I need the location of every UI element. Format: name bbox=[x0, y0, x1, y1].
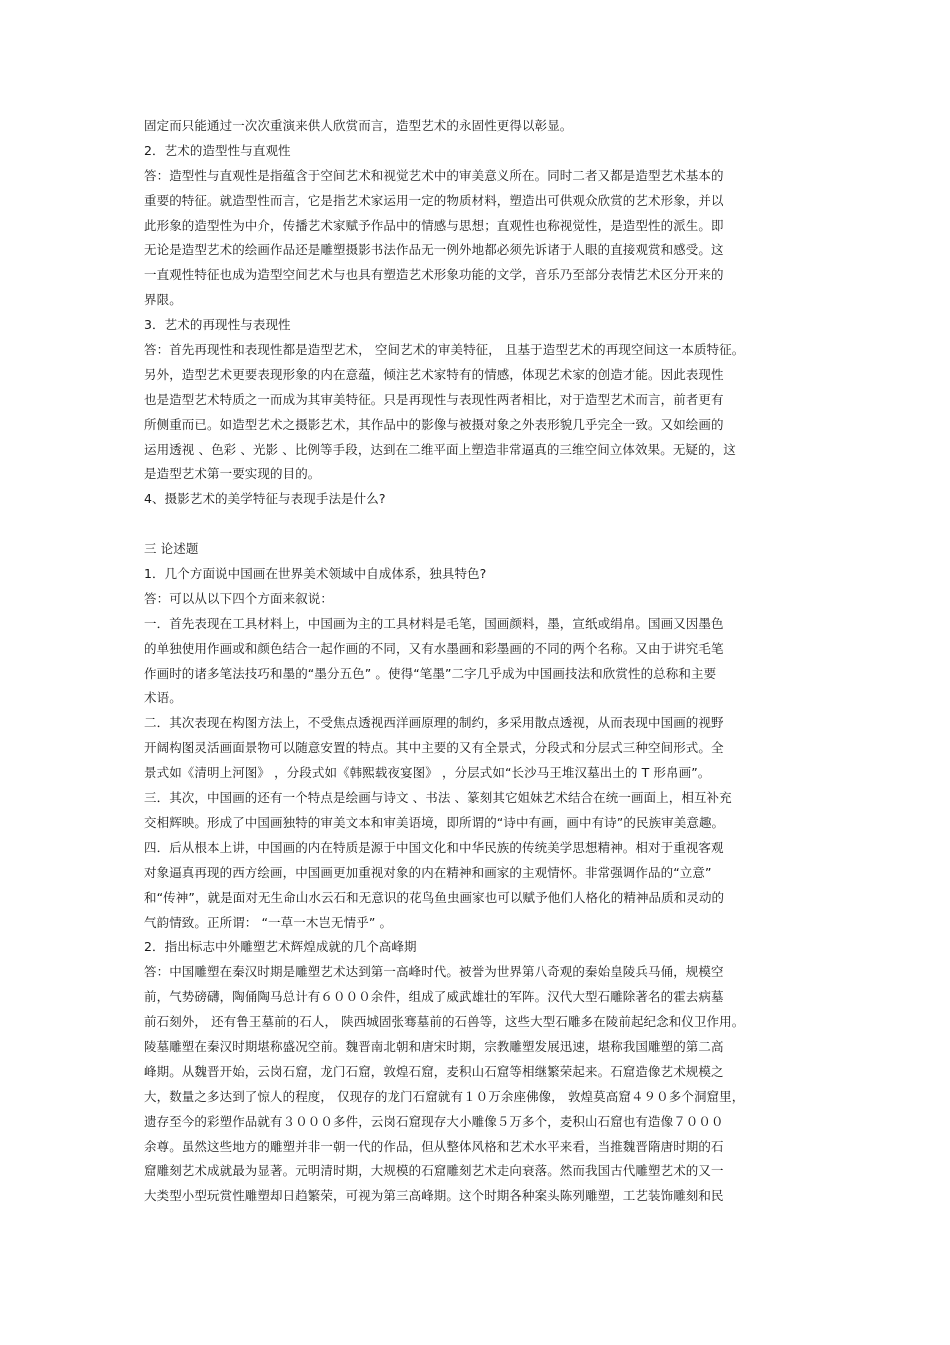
question-heading: 2．指出标志中外雕塑艺术辉煌成就的几个高峰期 bbox=[144, 939, 417, 955]
text-line: 遗存至今的彩塑作品就有３０００多件，云岗石窟现存大小雕像５万多个，麦积山石窟也有造像７０００ bbox=[144, 1113, 724, 1129]
text-line: 作画时的诸多笔法技巧和墨的“墨分五色” 。使得“笔墨”二字几乎成为中国画技法和欣赏性的总称和主要 bbox=[144, 665, 717, 681]
text-line: 答：中国雕塑在秦汉时期是雕塑艺术达到第一高峰时代。被誉为世界第八奇观的秦始皇陵兵马俑，规模空 bbox=[144, 964, 724, 980]
part-heading: 三 论述题 bbox=[144, 541, 199, 557]
text-line: 一直观性特征也成为造型空间艺术与也具有塑造艺术形象功能的文学，音乐乃至部分表情艺术区分开来的 bbox=[144, 267, 724, 283]
text-line: 气韵情致。正所谓： “一草一木岂无情乎” 。 bbox=[144, 914, 393, 930]
text-line: 答：可以从以下四个方面来叙说： bbox=[144, 590, 334, 606]
text-line: 重要的特征。就造型性而言，它是指艺术家运用一定的物质材料，塑造出可供观众欣赏的艺术形象，并以 bbox=[144, 192, 724, 208]
section-heading: 2．艺术的造型性与直观性 bbox=[144, 142, 291, 158]
text-line: 答：造型性与直观性是指蕴含于空间艺术和视觉艺术中的审美意义所在。同时二者又都是造型艺术基本的 bbox=[144, 167, 724, 183]
text-line: 开阔构图灵活画面景物可以随意安置的特点。其中主要的又有全景式，分段式和分层式三种空间形式。全 bbox=[144, 740, 724, 756]
text-line: 陵墓雕塑在秦汉时期堪称盛况空前。魏晋南北朝和唐宋时期，宗教雕塑发展迅速，堪称我国雕塑的第二高 bbox=[144, 1038, 724, 1054]
section-heading: 3．艺术的再现性与表现性 bbox=[144, 317, 291, 333]
text-line: 是造型艺术第一要实现的目的。 bbox=[144, 466, 321, 482]
text-line: 固定而只能通过一次次重演来供人欣赏而言，造型艺术的永固性更得以彰显。 bbox=[144, 118, 573, 133]
text-line: 所侧重而已。如造型艺术之摄影艺术，其作品中的影像与被摄对象之外表形貌几乎完全一致。又如绘画的 bbox=[144, 416, 724, 432]
text-line: 也是造型艺术特质之一而成为其审美特征。只是再现性与表现性两者相比，对于造型艺术而言，前者更有 bbox=[144, 391, 724, 407]
text-line: 的单独使用作画或和颜色结合一起作画的不同，又有水墨画和彩墨画的不同的两个名称。又由于讲究毛笔 bbox=[144, 640, 724, 656]
question-heading: 4、摄影艺术的美学特征与表现手法是什么? bbox=[144, 491, 386, 507]
text-line: 另外，造型艺术更要表现形象的内在意蕴，倾注艺术家特有的情感，体现艺术家的创造才能。因此表现性 bbox=[144, 366, 724, 382]
text-line: 峰期。从魏晋开始，云岗石窟，龙门石窟，敦煌石窟，麦积山石窟等相继繁荣起来。石窟造像艺术规模之 bbox=[144, 1063, 724, 1079]
text-line: 交相辉映。形成了中国画独特的审美文本和审美语境，即所谓的“诗中有画，画中有诗”的民族审美意趣。 bbox=[144, 814, 725, 830]
text-line: 答：首先再现性和表现性都是造型艺术， 空间艺术的审美特征， 且基于造型艺术的再现空间这一本质特征。 bbox=[144, 342, 745, 358]
text-line: 一．首先表现在工具材料上，中国画为主的工具材料是毛笔，国画颜料，墨，宣纸或绢帛。国画又因墨色 bbox=[144, 615, 724, 631]
text-line: 此形象的造型性为中介，传播艺术家赋予作品中的情感与思想；直观性也称视觉性，是造型性的派生。即 bbox=[144, 217, 724, 233]
text-line: 三．其次，中国画的还有一个特点是绘画与诗文 、书法 、篆刻其它姐妹艺术结合在统一画面上，相互补充 bbox=[144, 790, 732, 806]
text-line: 大类型小型玩赏性雕塑却日趋繁荣，可视为第三高峰期。这个时期各种案头陈列雕塑，工艺装饰雕刻和民 bbox=[144, 1188, 724, 1204]
text-line: 前，气势磅礴，陶俑陶马总计有６０００余件，组成了威武雄壮的军阵。汉代大型石雕除著名的霍去病墓 bbox=[144, 989, 724, 1005]
text-line: 对象逼真再现的西方绘画，中国画更加重视对象的内在精神和画家的主观情怀。非常强调作品的“立意” bbox=[144, 864, 712, 880]
document-page bbox=[144, 114, 794, 1209]
text-line: 术语。 bbox=[144, 690, 182, 706]
text-line: 无论是造型艺术的绘画作品还是雕塑摄影书法作品无一例外地都必须先诉诸于人眼的直接观赏和感受。这 bbox=[144, 242, 724, 258]
text-line: 景式如《清明上河图》 ，分段式如《韩熙载夜宴图》 ，分层式如“长沙马王堆汉墓出土的 T 形帛画”。 bbox=[144, 765, 711, 781]
text-line: 运用透视 、色彩 、光影 、比例等手段，达到在二维平面上塑造非常逼真的三维空间立体效果。无疑的，这 bbox=[144, 441, 736, 457]
text-line: 大，数量之多达到了惊人的程度， 仅现存的龙门石窟就有１０万余座佛像， 敦煌莫高窟４９０多个洞窟里， bbox=[144, 1088, 745, 1104]
text-line: 窟雕刻艺术成就最为显著。元明清时期，大规模的石窟雕刻艺术走向衰落。然而我国古代雕塑艺术的又一 bbox=[144, 1163, 724, 1179]
text-line: 和“传神”，就是面对无生命山水云石和无意识的花鸟鱼虫画家也可以赋予他们人格化的精神品质和灵动的 bbox=[144, 889, 725, 905]
text-line: 前石刻外， 还有鲁王墓前的石人， 陕西城固张骞墓前的石兽等，这些大型石雕多在陵前起纪念和仪卫作用。 bbox=[144, 1014, 745, 1030]
text-line: 界限。 bbox=[144, 292, 182, 308]
text-line: 余尊。虽然这些地方的雕塑并非一朝一代的作品，但从整体风格和艺术水平来看，当推魏晋隋唐时期的石 bbox=[144, 1138, 724, 1154]
blank-line bbox=[144, 512, 794, 537]
text-line: 二．其次表现在构图方法上，不受焦点透视西洋画原理的制约，多采用散点透视，从而表现中国画的视野 bbox=[144, 715, 724, 731]
text-line: 四．后从根本上讲，中国画的内在特质是源于中国文化和中华民族的传统美学思想精神。相对于重视客观 bbox=[144, 839, 724, 855]
question-heading: 1．几个方面说中国画在世界美术领域中自成体系，独具特色? bbox=[144, 566, 487, 582]
